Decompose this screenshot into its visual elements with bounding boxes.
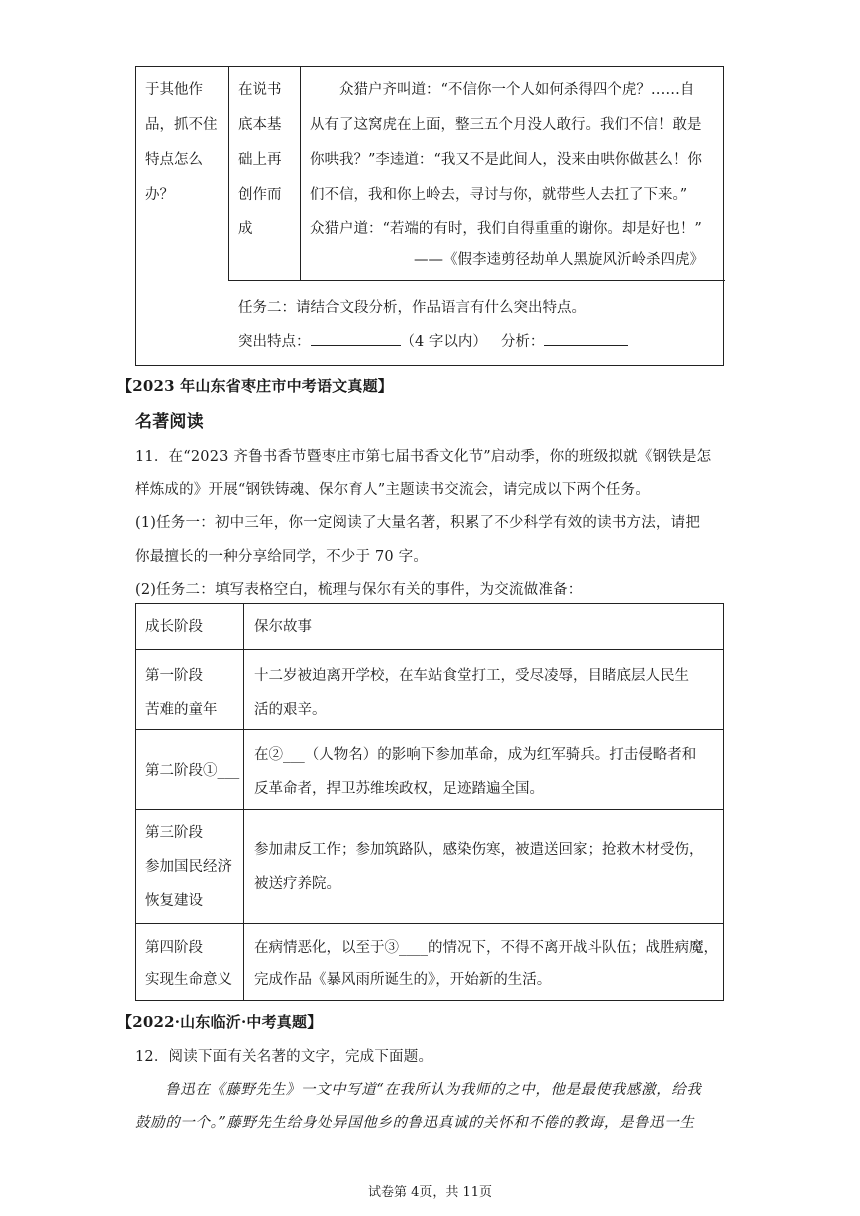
feature-row — [238, 331, 628, 352]
col2-line: 底本基 — [238, 117, 282, 133]
q12-prompt: 12．阅读下面有关名著的文字，完成下面题。 — [135, 1049, 434, 1065]
row4-stage: 实现生命意义 — [145, 972, 232, 988]
row2-story: 反革命者，捍卫苏维埃政权，足迹踏遍全国。 — [254, 781, 544, 797]
row2-story: 在②___（人物名）的影响下参加革命，成为红军骑兵。打击侵略者和 — [254, 747, 697, 763]
feature-blank[interactable] — [311, 331, 401, 346]
feature-hint: （4 字以内） — [400, 334, 487, 350]
table-header-stage: 成长阶段 — [145, 619, 203, 635]
row1-story: 十二岁被迫离开学校，在车站食堂打工，受尽凌辱，目睹底层人民生 — [254, 668, 689, 684]
row1-stage: 第一阶段 — [145, 668, 203, 684]
table-header-story: 保尔故事 — [254, 619, 312, 635]
col1-line: 于其他作 — [145, 82, 203, 98]
passage-line: 你哄我？”李逵道：“我又不是此间人，没来由哄你做甚么！你 — [310, 152, 702, 168]
section2-title: 【2022·山东临沂·中考真题】 — [117, 1013, 323, 1031]
passage-line: 从有了这窝虎在上面，整三五个月没人敢行。我们不信！敢是 — [310, 117, 702, 133]
col2-line: 础上再 — [238, 152, 282, 168]
task2-prompt: 任务二：请结合文段分析，作品语言有什么突出特点。 — [238, 300, 586, 316]
passage-line: 众猎户齐叫道：“不信你一个人如何杀得四个虎？……自 — [339, 82, 695, 98]
passage-source: ——《假李逵剪径劫单人黑旋风沂岭杀四虎》 — [414, 252, 704, 268]
row3-stage: 参加国民经济 — [145, 859, 232, 875]
col2-line: 在说书 — [238, 82, 282, 98]
row3-story: 被送疗养院。 — [254, 876, 341, 892]
analysis-blank[interactable] — [544, 331, 628, 346]
section1-subtitle: 名著阅读 — [135, 412, 204, 432]
passage-line: 们不信，我和你上岭去，寻讨与你，就带些人去扛了下来。” — [310, 187, 688, 203]
row1-stage: 苦难的童年 — [145, 702, 218, 718]
feature-label: 突出特点： — [238, 334, 311, 350]
row2-stage: 第二阶段①___ — [145, 763, 240, 779]
row1-story: 活的艰辛。 — [254, 702, 327, 718]
col2-line: 创作而 — [238, 187, 282, 203]
analysis-label: 分析： — [500, 334, 545, 350]
row3-story: 参加肃反工作；参加筑路队，感染伤寒，被遣送回家；抢救木材受伤， — [254, 842, 704, 858]
q11-line: (2)任务二：填写表格空白，梳理与保尔有关的事件，为交流做准备： — [135, 582, 583, 598]
col1-line: 特点怎么 — [145, 152, 203, 168]
top-table — [135, 66, 724, 366]
row3-stage: 第三阶段 — [145, 825, 203, 841]
col1-line: 办？ — [145, 187, 174, 203]
col1-line: 品，抓不住 — [145, 117, 218, 133]
q11-line: 你最擅长的一种分享给同学，不少于 70 字。 — [135, 549, 429, 565]
pavel-table — [135, 603, 724, 1001]
q11-line: 11．在“2023 齐鲁书香节暨枣庄市第七届书香文化节”启动季，你的班级拟就《钢铁是怎 — [135, 449, 712, 465]
section1-title: 【2023 年山东省枣庄市中考语文真题】 — [117, 377, 393, 395]
q12-passage-line: 鲁迅在《藤野先生》一文中写道“在我所认为我师的之中，他是最使我感激，给我 — [165, 1082, 702, 1098]
page-footer: 试卷第 4页，共 11页 — [367, 1185, 493, 1200]
row4-story: 完成作品《暴风雨所诞生的》，开始新的生活。 — [254, 972, 552, 988]
row3-stage: 恢复建设 — [145, 893, 203, 909]
row4-story: 在病情恶化，以至于③____的情况下，不得不离开战斗队伍；战胜病魔， — [254, 940, 718, 956]
row4-stage: 第四阶段 — [145, 940, 203, 956]
q11-line: 样炼成的》开展“钢铁铸魂、保尔育人”主题读书交流会，请完成以下两个任务。 — [135, 482, 651, 498]
q12-passage-line: 鼓励的一个。”藤野先生给身处异国他乡的鲁迅真诚的关怀和不倦的教诲，是鲁迅一生 — [135, 1115, 695, 1131]
col2-line: 成 — [238, 221, 253, 237]
q11-line: (1)任务一：初中三年，你一定阅读了大量名著，积累了不少科学有效的读书方法，请把 — [135, 515, 701, 531]
passage-line: 众猎户道：“若端的有时，我们自得重重的谢你。却是好也！” — [310, 221, 702, 237]
